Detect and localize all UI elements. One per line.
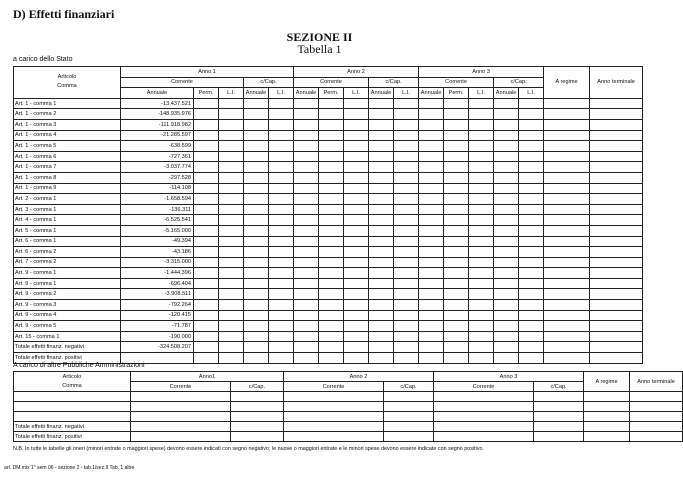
anno2-corrente-header: Corrente bbox=[294, 77, 369, 88]
row-value: -5.165.000 bbox=[121, 225, 194, 236]
subheader-annuale: Annuale bbox=[419, 88, 444, 99]
row-label: Art. 1 - comma 4 bbox=[14, 130, 121, 141]
table-row bbox=[14, 151, 643, 162]
row-label: Art. 9 - comma 1 bbox=[14, 278, 121, 289]
anno1-ccap-header-2: c/Cap. bbox=[231, 382, 284, 392]
total-positive-label: Totale effetti finanz. positivi bbox=[14, 353, 121, 364]
total-negative-row bbox=[14, 342, 643, 353]
page-heading: D) Effetti finanziari bbox=[13, 7, 115, 21]
row-label: Art. 1 - comma 9 bbox=[14, 183, 121, 194]
anno-terminale-header-2: Anno terminale bbox=[630, 372, 683, 392]
total-positive-row-2 bbox=[14, 432, 683, 442]
articolo-header-2: Articolo Comma bbox=[14, 372, 131, 392]
row-label: Art. 9 - comma 1 bbox=[14, 268, 121, 279]
anno1-header: Anno 1 bbox=[121, 67, 294, 78]
row-value: -297.528 bbox=[121, 172, 194, 183]
row-value: -114.108 bbox=[121, 183, 194, 194]
row-value: -3.315.000 bbox=[121, 257, 194, 268]
section-title: SEZIONE II bbox=[286, 30, 353, 44]
table-row bbox=[14, 310, 643, 321]
row-value: -136.311 bbox=[121, 204, 194, 215]
anno3-ccap-header: c/Cap. bbox=[494, 77, 544, 88]
row-label: Art. 5 - comma 1 bbox=[14, 225, 121, 236]
subheader-annuale: Annuale bbox=[121, 88, 194, 99]
table-row bbox=[14, 331, 643, 342]
table-row bbox=[14, 236, 643, 247]
table-row bbox=[14, 130, 643, 141]
anno3-header: Anno 3 bbox=[419, 67, 544, 78]
anno3-corrente-header-2: Corrente bbox=[434, 382, 534, 392]
row-label: Art. 6 - comma 1 bbox=[14, 236, 121, 247]
table-row bbox=[14, 172, 643, 183]
row-label: Art. 9 - comma 5 bbox=[14, 321, 121, 332]
row-label: Art. 4 - comma 1 bbox=[14, 215, 121, 226]
row-label: Art. 2 - comma 1 bbox=[14, 194, 121, 205]
table-row bbox=[14, 392, 683, 402]
row-value: -148.935.976 bbox=[121, 109, 194, 120]
subheader-li: L.I. bbox=[269, 88, 294, 99]
row-value: -190.000 bbox=[121, 331, 194, 342]
table-row bbox=[14, 141, 643, 152]
subheader-li: L.I. bbox=[344, 88, 369, 99]
subheader-li: L.I. bbox=[219, 88, 244, 99]
row-label: Art. 9 - comma 4 bbox=[14, 310, 121, 321]
subheader-annuale: Annuale bbox=[244, 88, 269, 99]
anno2-header: Anno 2 bbox=[294, 67, 419, 78]
table-row bbox=[14, 162, 643, 173]
row-value: -638.599 bbox=[121, 141, 194, 152]
table-row bbox=[14, 183, 643, 194]
table-row bbox=[14, 215, 643, 226]
row-value: -792.264 bbox=[121, 300, 194, 311]
table1-caption: a carico dello Stato bbox=[13, 56, 73, 63]
row-label: Art. 15 - comma 1 bbox=[14, 331, 121, 342]
other-admin-table bbox=[13, 371, 683, 442]
row-value: -43.186 bbox=[121, 247, 194, 258]
anno1-corrente-header-2: Corrente bbox=[131, 382, 231, 392]
subheader-annuale: Annuale bbox=[369, 88, 394, 99]
anno3-header-2: Anno 3 bbox=[434, 372, 584, 382]
row-label: Art. 7 - comma 2 bbox=[14, 257, 121, 268]
table-row bbox=[14, 247, 643, 258]
row-label: Art. 1 - comma 3 bbox=[14, 119, 121, 130]
note-text: N.B. In tutte le tabelle gli oneri (minori entrate o maggiori spese) devono essere indicati con segno negativo; le nuove o maggiori entrate e le minori spese devono essere indicate con segno positivo. bbox=[13, 446, 485, 452]
row-label: Art. 1 - comma 1 bbox=[14, 98, 121, 109]
table-row bbox=[14, 109, 643, 120]
row-value: -696.404 bbox=[121, 278, 194, 289]
row-value: -3.037.774 bbox=[121, 162, 194, 173]
subheader-li: L.I. bbox=[394, 88, 419, 99]
table-row bbox=[14, 412, 683, 422]
row-value: -120.415 bbox=[121, 310, 194, 321]
a-regime-header: A regime bbox=[544, 67, 590, 99]
a-regime-header-2: A regime bbox=[584, 372, 630, 392]
anno1-corrente-header: Corrente bbox=[121, 77, 244, 88]
total-positive-label-2: Totale effetti finanz. positivi bbox=[14, 432, 131, 442]
subheader-li: L.I. bbox=[519, 88, 544, 99]
subheader-li: L.I. bbox=[469, 88, 494, 99]
row-value: -1.444.396 bbox=[121, 268, 194, 279]
row-value: -727.361 bbox=[121, 151, 194, 162]
row-label: Art. 9 - comma 2 bbox=[14, 289, 121, 300]
articolo-header: Articolo Comma bbox=[14, 67, 121, 99]
row-value: -49.394 bbox=[121, 236, 194, 247]
row-label: Art. 6 - comma 2 bbox=[14, 247, 121, 258]
subheader-annuale: Annuale bbox=[294, 88, 319, 99]
row-value: -111.918.982 bbox=[121, 119, 194, 130]
table-row bbox=[14, 225, 643, 236]
table-row bbox=[14, 402, 683, 412]
subheader-annuale: Annuale bbox=[494, 88, 519, 99]
anno2-ccap-header: c/Cap. bbox=[369, 77, 419, 88]
row-value: -21.285.597 bbox=[121, 130, 194, 141]
row-label: Art. 1 - comma 6 bbox=[14, 151, 121, 162]
table-row bbox=[14, 257, 643, 268]
anno3-corrente-header: Corrente bbox=[419, 77, 494, 88]
table-row bbox=[14, 204, 643, 215]
state-effects-table bbox=[13, 66, 643, 364]
row-value: -1.658.594 bbox=[121, 194, 194, 205]
table-row bbox=[14, 268, 643, 279]
row-label: Art. 3 - comma 1 bbox=[14, 204, 121, 215]
anno3-ccap-header-2: c/Cap. bbox=[534, 382, 584, 392]
row-value: -71.787 bbox=[121, 321, 194, 332]
table-row bbox=[14, 98, 643, 109]
total-negative-label-2: Totale effetti finanz. negativi bbox=[14, 422, 131, 432]
table-row bbox=[14, 278, 643, 289]
anno1-header-2: Anno1 bbox=[131, 372, 284, 382]
row-label: Art. 1 - comma 5 bbox=[14, 141, 121, 152]
footer-text: art. DM mix 1° sem 06 - sezione 2 - tab.1/sez.II Tab. 1 altre bbox=[4, 465, 135, 471]
anno2-ccap-header-2: c/Cap. bbox=[384, 382, 434, 392]
row-label: Art. 1 - comma 7 bbox=[14, 162, 121, 173]
row-label: Art. 1 - comma 8 bbox=[14, 172, 121, 183]
anno2-corrente-header-2: Corrente bbox=[284, 382, 384, 392]
table-number: Tabella 1 bbox=[297, 42, 342, 56]
table-row bbox=[14, 119, 643, 130]
table2-caption: A carico di altre Pubbliche Amministrazioni bbox=[13, 362, 145, 369]
anno1-ccap-header: c/Cap. bbox=[244, 77, 294, 88]
table-row bbox=[14, 300, 643, 311]
total-negative-value: -324.508.207 bbox=[121, 342, 194, 353]
total-negative-label: Totale effetti finanz. negativi bbox=[14, 342, 121, 353]
subheader-perm: Perm. bbox=[444, 88, 469, 99]
row-value: -6.525.541 bbox=[121, 215, 194, 226]
row-value: -13.437.521 bbox=[121, 98, 194, 109]
table-row bbox=[14, 321, 643, 332]
row-label: Art. 1 - comma 2 bbox=[14, 109, 121, 120]
anno2-header-2: Anno 2 bbox=[284, 372, 434, 382]
row-label: Art. 9 - comma 3 bbox=[14, 300, 121, 311]
row-value: -3.908.511 bbox=[121, 289, 194, 300]
subheader-perm: Perm. bbox=[194, 88, 219, 99]
anno-terminale-header: Anno terminale bbox=[590, 67, 643, 99]
total-negative-row-2 bbox=[14, 422, 683, 432]
table-row bbox=[14, 194, 643, 205]
table-row bbox=[14, 289, 643, 300]
subheader-perm: Perm. bbox=[319, 88, 344, 99]
